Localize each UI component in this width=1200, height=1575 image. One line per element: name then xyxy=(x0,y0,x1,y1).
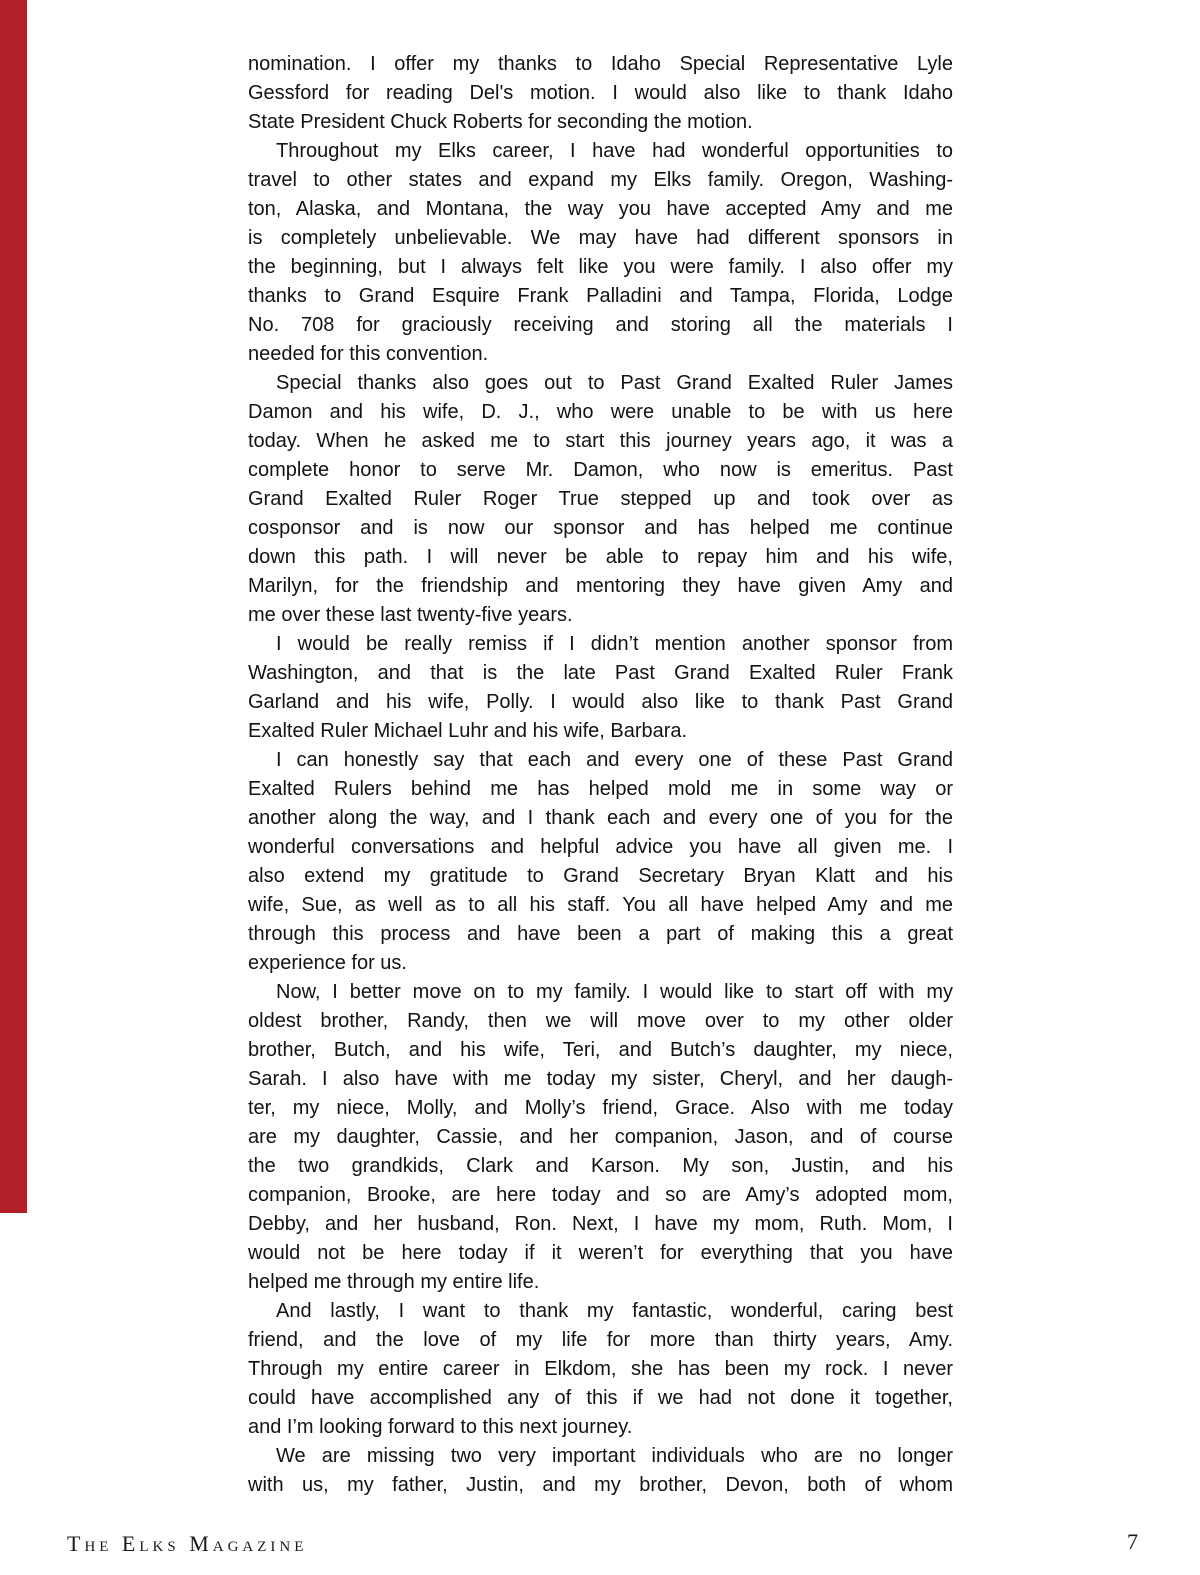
text-line: No. 708 for graciously receiving and storing all the materials I xyxy=(248,314,953,336)
text-line: Garland and his wife, Polly. I would also like to thank Past Grand xyxy=(248,691,953,713)
text-line: Damon and his wife, D. J., who were unable to be with us here xyxy=(248,401,953,423)
paragraph xyxy=(248,630,953,746)
article-text-column xyxy=(248,50,953,1500)
text-line: Sarah. I also have with me today my sister, Cheryl, and her daugh- xyxy=(248,1068,953,1090)
text-line: I would be really remiss if I didn’t mention another sponsor from xyxy=(276,633,953,655)
text-line: Exalted Ruler Michael Luhr and his wife, Barbara. xyxy=(248,720,688,742)
text-line: We are missing two very important individuals who are no longer xyxy=(276,1445,953,1467)
text-line: Debby, and her husband, Ron. Next, I have my mom, Ruth. Mom, I xyxy=(248,1213,953,1235)
text-line: travel to other states and expand my Elks family. Oregon, Washing- xyxy=(248,169,953,191)
text-line: I can honestly say that each and every one of these Past Grand xyxy=(276,749,953,771)
text-line: wonderful conversations and helpful advice you have all given me. I xyxy=(248,836,953,858)
text-line: helped me through my entire life. xyxy=(248,1271,540,1293)
text-line: me over these last twenty-five years. xyxy=(248,604,573,626)
text-line: brother, Butch, and his wife, Teri, and Butch’s daughter, my niece, xyxy=(248,1039,953,1061)
text-line: Special thanks also goes out to Past Grand Exalted Ruler James xyxy=(276,372,953,394)
paragraph xyxy=(248,137,953,369)
text-line: ton, Alaska, and Montana, the way you have accepted Amy and me xyxy=(248,198,953,220)
text-line: needed for this convention. xyxy=(248,343,489,365)
text-line: companion, Brooke, are here today and so are Amy’s adopted mom, xyxy=(248,1184,953,1206)
paragraph xyxy=(248,50,953,137)
text-line: the beginning, but I always felt like you were family. I also offer my xyxy=(248,256,953,278)
text-line: thanks to Grand Esquire Frank Palladini and Tampa, Florida, Lodge xyxy=(248,285,953,307)
text-line: Exalted Rulers behind me has helped mold me in some way or xyxy=(248,778,953,800)
text-line: Washington, and that is the late Past Grand Exalted Ruler Frank xyxy=(248,662,953,684)
text-line: are my daughter, Cassie, and her companion, Jason, and of course xyxy=(248,1126,953,1148)
text-line: also extend my gratitude to Grand Secretary Bryan Klatt and his xyxy=(248,865,953,887)
paragraph xyxy=(248,746,953,978)
text-line: Throughout my Elks career, I have had wonderful opportunities to xyxy=(276,140,953,162)
footer-page-number: 7 xyxy=(1127,1529,1138,1554)
text-line: Now, I better move on to my family. I would like to start off with my xyxy=(276,981,953,1003)
footer-magazine-title: The Elks Magazine xyxy=(67,1531,308,1556)
left-accent-bar xyxy=(0,0,27,1213)
text-line: today. When he asked me to start this journey years ago, it was a xyxy=(248,430,953,452)
text-line: And lastly, I want to thank my fantastic, wonderful, caring best xyxy=(276,1300,953,1322)
text-line: the two grandkids, Clark and Karson. My son, Justin, and his xyxy=(248,1155,953,1177)
text-line: is completely unbelievable. We may have had different sponsors in xyxy=(248,227,953,249)
text-line: another along the way, and I thank each and every one of you for the xyxy=(248,807,953,829)
text-line: through this process and have been a part of making this a great xyxy=(248,923,953,945)
text-line: ter, my niece, Molly, and Molly’s friend, Grace. Also with me today xyxy=(248,1097,953,1119)
text-line: State President Chuck Roberts for seconding the motion. xyxy=(248,111,753,133)
text-line: with us, my father, Justin, and my brother, Devon, both of whom xyxy=(248,1474,953,1496)
text-line: Through my entire career in Elkdom, she has been my rock. I never xyxy=(248,1358,953,1380)
text-line: experience for us. xyxy=(248,952,407,974)
text-line: nomination. I offer my thanks to Idaho Special Representative Lyle xyxy=(248,53,953,75)
text-line: Grand Exalted Ruler Roger True stepped up and took over as xyxy=(248,488,953,510)
text-line: wife, Sue, as well as to all his staff. You all have helped Amy and me xyxy=(248,894,953,916)
text-line: down this path. I will never be able to repay him and his wife, xyxy=(248,546,953,568)
text-line: friend, and the love of my life for more than thirty years, Amy. xyxy=(248,1329,953,1351)
text-line: Gessford for reading Del's motion. I would also like to thank Idaho xyxy=(248,82,953,104)
paragraph xyxy=(248,1297,953,1442)
text-line: Marilyn, for the friendship and mentoring they have given Amy and xyxy=(248,575,953,597)
paragraph xyxy=(248,978,953,1297)
text-line: oldest brother, Randy, then we will move over to my other older xyxy=(248,1010,953,1032)
text-line: and I’m looking forward to this next journey. xyxy=(248,1416,633,1438)
text-line: would not be here today if it weren’t for everything that you have xyxy=(248,1242,953,1264)
text-line: could have accomplished any of this if we had not done it together, xyxy=(248,1387,953,1409)
paragraph xyxy=(248,1442,953,1500)
text-line: cosponsor and is now our sponsor and has helped me continue xyxy=(248,517,953,539)
text-line: complete honor to serve Mr. Damon, who now is emeritus. Past xyxy=(248,459,953,481)
paragraph xyxy=(248,369,953,630)
